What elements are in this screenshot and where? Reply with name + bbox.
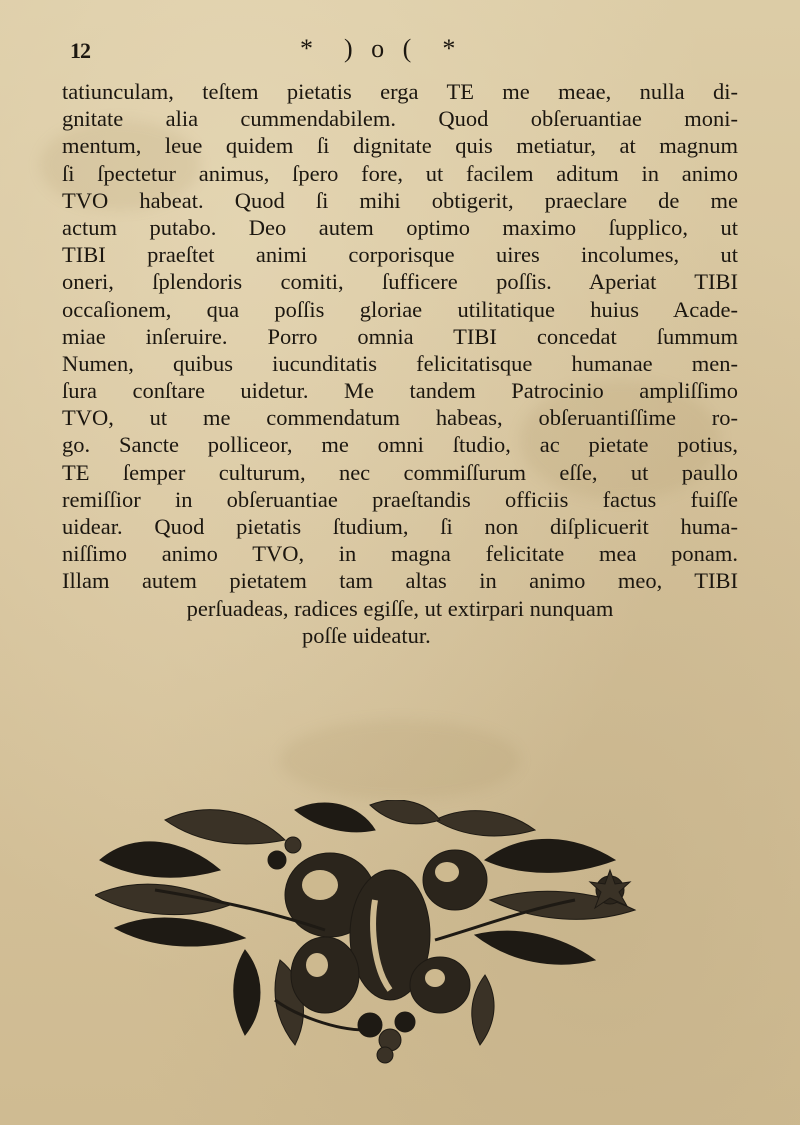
fruit-icon: [291, 937, 359, 1013]
text-line: actum putabo. Deo autem optimo maximo ſupplico, ut: [62, 214, 738, 240]
leaf-icon: [435, 811, 535, 836]
text-line: oneri, ſplendoris comiti, ſufficere poſſis. Aperiat TIBI: [62, 269, 738, 295]
leaf-icon: [475, 931, 595, 964]
leaf-icon: [485, 839, 615, 872]
leaf-icon: [234, 950, 260, 1035]
fruit-and-foliage-tailpiece: [95, 800, 640, 1065]
running-head-ornament: * ) o ( *: [300, 34, 462, 63]
text-line: poſſe uideatur.: [302, 622, 431, 648]
text-line: TE ſemper culturum, nec commiſſurum eſſe, ut paullo: [62, 459, 738, 485]
text-line: TVO habeat. Quod ſi mihi obtigerit, praeclare de me: [62, 187, 738, 213]
berry-icon: [358, 1013, 382, 1037]
text-line: miae inſeruire. Porro omnia TIBI concedat ſummum: [62, 323, 738, 349]
text-line: ſi ſpectetur animus, ſpero fore, ut facilem aditum in animo: [62, 160, 738, 186]
page-header: [70, 34, 750, 64]
text-line: TIBI praeſtet animi corporisque uires incolumes, ut: [62, 242, 738, 268]
text-line: Illam autem pietatem tam altas in animo meo, TIBI: [62, 568, 738, 594]
leaf-icon: [295, 803, 375, 832]
body-text: [62, 78, 738, 649]
text-line: ſura conſtare uidetur. Me tandem Patrocinio ampliſſimo: [62, 378, 738, 404]
text-line: uidear. Quod pietatis ſtudium, ſi non diſplicuerit huma-: [62, 514, 738, 539]
leaf-icon: [165, 810, 285, 844]
paper-stain: [280, 720, 520, 800]
text-line: perſuadeas, radices egiſſe, ut extirpari nunquam: [186, 595, 614, 621]
leaf-icon: [472, 975, 494, 1045]
leaf-icon: [115, 918, 245, 946]
text-line: tatiunculam, teſtem pietatis erga TE me meae, nulla di-: [62, 79, 738, 104]
ornament-ink: [95, 800, 635, 1063]
text-line: go. Sancte polliceor, me omni ſtudio, ac pietate potius,: [62, 432, 738, 458]
text-line: gnitate alia cummendabilem. Quod obſeruantiae moni-: [62, 106, 738, 132]
leaf-icon: [100, 842, 220, 877]
page-number: 12: [70, 38, 90, 63]
text-line: remiſſior in obſeruantiae praeſtandis officiis factus fuiſſe: [62, 486, 738, 512]
text-line: TVO, ut me commendatum habeas, obſeruantiſſime ro-: [62, 405, 738, 431]
text-line: occaſionem, qua poſſis gloriae utilitatique huius Acade-: [62, 296, 738, 322]
leaf-icon: [370, 800, 440, 824]
fruit-icon: [423, 850, 487, 910]
text-line: Numen, quibus iucunditatis felicitatisque humanae men-: [62, 350, 738, 376]
text-line: niſſimo animo TVO, in magna felicitate mea ponam.: [62, 541, 738, 567]
text-line: mentum, leue quidem ſi dignitate quis metiatur, at magnum: [62, 133, 738, 159]
